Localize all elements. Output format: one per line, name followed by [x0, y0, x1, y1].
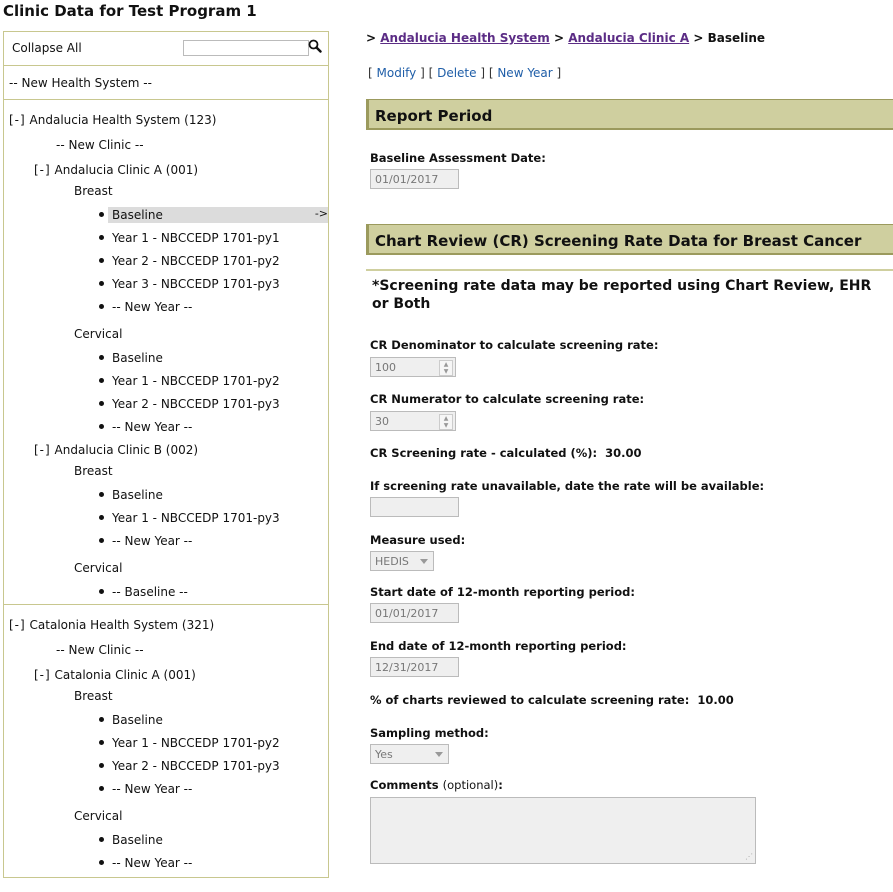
bullet-icon	[99, 401, 104, 406]
sampling-select[interactable]	[370, 744, 449, 764]
tree-item-label[interactable]: Baseline	[112, 351, 163, 365]
delete-link[interactable]: Delete	[437, 66, 477, 80]
tree-item-new-year[interactable]	[99, 781, 192, 797]
tree-item-baseline[interactable]	[99, 487, 163, 503]
tree-item-label[interactable]: Year 3 - NBCCEDP 1701-py3	[112, 277, 280, 291]
clinic-label[interactable]: Catalonia Clinic A (001)	[54, 668, 196, 682]
tree-item-baseline[interactable]	[99, 712, 163, 728]
tree-item-label[interactable]: -- Baseline --	[112, 585, 188, 599]
tree-item-label[interactable]: Baseline	[112, 713, 163, 727]
collapse-toggle[interactable]: [-]	[9, 113, 26, 127]
tree-item-baseline[interactable]	[99, 832, 163, 848]
tree-item-label[interactable]: -- New Year --	[112, 534, 193, 548]
bullet-icon	[99, 837, 104, 842]
comments-label-text: Comments	[370, 778, 439, 792]
tree-item-label[interactable]: Baseline	[112, 208, 163, 222]
comments-textarea[interactable]	[370, 797, 756, 864]
selected-arrow: ->	[314, 207, 328, 220]
breadcrumb-current: Baseline	[707, 31, 766, 45]
start-date-label: Start date of 12-month reporting period:	[370, 585, 635, 599]
comments-colon: :	[498, 778, 503, 792]
health-system-andalucia	[4, 100, 328, 605]
record-actions: [ Modify ] [ Delete ] [ New Year ]	[368, 66, 562, 80]
collapse-all-link[interactable]: Collapse All	[12, 41, 82, 55]
tree-item-label[interactable]: Year 1 - NBCCEDP 1701-py3	[112, 511, 280, 525]
cr-rate-row	[370, 446, 642, 460]
tree-node-catalonia-health-system[interactable]	[9, 617, 214, 633]
tree-node-andalucia-clinic-a[interactable]	[34, 162, 198, 178]
new-health-system-link[interactable]: -- New Health System --	[9, 76, 152, 90]
breadcrumb-clinic-link[interactable]: Andalucia Clinic A	[568, 31, 690, 45]
end-date-field[interactable]: 12/31/2017	[370, 657, 459, 677]
clinic-label[interactable]: Andalucia Clinic B (002)	[54, 443, 199, 457]
unavailable-date-field[interactable]	[370, 497, 459, 517]
bullet-icon	[99, 860, 104, 865]
collapse-toggle[interactable]: [-]	[34, 163, 51, 177]
pct-charts-value: 10.00	[697, 693, 734, 707]
new-health-system-row[interactable]	[4, 66, 328, 100]
tree-item-year[interactable]	[99, 510, 280, 526]
tree-node-catalonia-clinic-a[interactable]	[34, 667, 196, 683]
resize-handle-icon[interactable]: ⋰	[745, 852, 753, 861]
bullet-icon	[99, 258, 104, 263]
tree-item-year[interactable]	[99, 735, 280, 751]
bullet-icon	[99, 281, 104, 286]
tree-item-label[interactable]: Year 2 - NBCCEDP 1701-py3	[112, 759, 280, 773]
bullet-icon	[99, 538, 104, 543]
bullet-icon	[99, 355, 104, 360]
tree-node-andalucia-health-system[interactable]	[9, 112, 216, 128]
stepper-icon[interactable]: ▲ ▼	[439, 414, 453, 430]
bullet-icon	[99, 212, 104, 217]
health-system-label[interactable]: Andalucia Health System (123)	[29, 113, 217, 127]
tree-item-label[interactable]: -- New Year --	[112, 856, 193, 870]
tree-item-label[interactable]: Year 2 - NBCCEDP 1701-py2	[112, 254, 280, 268]
chevron-down-icon	[420, 559, 428, 564]
tree-item-new-year[interactable]	[99, 419, 192, 435]
tree-item-label[interactable]: -- New Year --	[112, 420, 193, 434]
tree-item-baseline[interactable]	[99, 350, 163, 366]
group-label-breast: Breast	[74, 184, 113, 198]
tree-search-input[interactable]	[183, 40, 309, 56]
collapse-toggle[interactable]: [-]	[9, 618, 26, 632]
cr-numerator-label: CR Numerator to calculate screening rate:	[370, 392, 645, 406]
tree-item-year[interactable]	[99, 396, 280, 412]
bullet-icon	[99, 717, 104, 722]
breadcrumb	[366, 31, 765, 45]
group-label-breast: Breast	[74, 464, 113, 478]
bullet-icon	[99, 424, 104, 429]
comments-label	[370, 778, 503, 792]
cr-denominator-value: 100	[375, 361, 396, 374]
chevron-down-icon	[435, 752, 443, 757]
bullet-icon	[99, 740, 104, 745]
tree-item-label[interactable]: Year 1 - NBCCEDP 1701-py1	[112, 231, 280, 245]
baseline-date-field[interactable]: 01/01/2017	[370, 169, 459, 189]
page-title: Clinic Data for Test Program 1	[3, 2, 257, 20]
cr-numerator-input[interactable]	[370, 411, 456, 431]
group-label-cervical: Cervical	[74, 561, 123, 575]
tree-item-new-year[interactable]	[99, 299, 192, 315]
tree-item-label[interactable]: -- New Year --	[112, 300, 193, 314]
tree-item-label[interactable]: Baseline	[112, 488, 163, 502]
collapse-toggle[interactable]: [-]	[34, 668, 51, 682]
clinic-tree-sidebar	[3, 31, 329, 878]
comments-optional: (optional)	[442, 778, 499, 792]
tree-item-label[interactable]: Year 1 - NBCCEDP 1701-py2	[112, 736, 280, 750]
modify-link[interactable]: Modify	[376, 66, 417, 80]
cr-rate-value: 30.00	[605, 446, 642, 460]
tree-item-label[interactable]: Year 2 - NBCCEDP 1701-py3	[112, 397, 280, 411]
sidebar-toolbar	[4, 32, 328, 66]
health-system-catalonia	[4, 605, 328, 875]
sampling-value: Yes	[375, 748, 393, 761]
clinic-label[interactable]: Andalucia Clinic A (001)	[54, 163, 199, 177]
measure-label: Measure used:	[370, 533, 466, 547]
new-clinic-link[interactable]: -- New Clinic --	[56, 138, 144, 152]
tree-item-new-year[interactable]	[99, 533, 192, 549]
tree-item-year[interactable]	[99, 276, 280, 292]
health-system-label[interactable]: Catalonia Health System (321)	[29, 618, 215, 632]
tree-item-label[interactable]: Year 1 - NBCCEDP 1701-py2	[112, 374, 280, 388]
bullet-icon	[99, 235, 104, 240]
bullet-icon	[99, 763, 104, 768]
tree-item-new-baseline[interactable]	[99, 584, 188, 600]
bullet-icon	[99, 304, 104, 309]
group-label-cervical: Cervical	[74, 809, 123, 823]
end-date-label: End date of 12-month reporting period:	[370, 639, 627, 653]
stepper-icon[interactable]: ▲ ▼	[439, 360, 453, 376]
bullet-icon	[99, 589, 104, 594]
tree-item-label[interactable]: Baseline	[112, 833, 163, 847]
start-date-field[interactable]: 01/01/2017	[370, 603, 459, 623]
breadcrumb-separator: >	[553, 31, 565, 45]
section-divider	[366, 269, 893, 271]
search-icon[interactable]	[308, 39, 322, 53]
screening-note: *Screening rate data may be reported using Chart Review, EHR or Both	[372, 278, 872, 312]
bullet-icon	[99, 378, 104, 383]
bullet-icon	[99, 786, 104, 791]
tree-item-new-year[interactable]	[99, 855, 192, 871]
measure-value: HEDIS	[375, 555, 409, 568]
group-label-breast: Breast	[74, 689, 113, 703]
sampling-label: Sampling method:	[370, 726, 489, 740]
unavailable-date-label: If screening rate unavailable, date the rate will be available:	[370, 479, 765, 493]
collapse-toggle[interactable]: [-]	[34, 443, 51, 457]
cr-numerator-value: 30	[375, 415, 389, 428]
cr-rate-label: CR Screening rate - calculated (%):	[370, 446, 598, 460]
breadcrumb-health-system-link[interactable]: Andalucia Health System	[380, 31, 550, 45]
tree-item-label[interactable]: -- New Year --	[112, 782, 193, 796]
breadcrumb-separator: >	[693, 31, 704, 45]
chart-review-heading: Chart Review (CR) Screening Rate Data for Breast Cancer	[366, 224, 893, 255]
pct-charts-label: % of charts reviewed to calculate screening rate:	[370, 693, 690, 707]
new-clinic-link[interactable]: -- New Clinic --	[56, 643, 144, 657]
tree-item-year[interactable]	[99, 230, 280, 246]
tree-item-year[interactable]	[99, 253, 280, 269]
bullet-icon	[99, 515, 104, 520]
breadcrumb-separator: >	[366, 31, 377, 45]
cr-denominator-label: CR Denominator to calculate screening rate:	[370, 338, 659, 352]
cr-denominator-input[interactable]	[370, 357, 456, 377]
group-label-cervical: Cervical	[74, 327, 123, 341]
tree-node-andalucia-clinic-b[interactable]	[34, 442, 198, 458]
new-year-link[interactable]: New Year	[497, 66, 553, 80]
report-period-heading: Report Period	[366, 99, 893, 130]
pct-charts-row	[370, 693, 734, 707]
tree-item-year[interactable]	[99, 758, 280, 774]
measure-select[interactable]	[370, 551, 434, 571]
tree-item-year[interactable]	[99, 373, 280, 389]
tree-item-baseline[interactable]	[99, 207, 163, 223]
bullet-icon	[99, 492, 104, 497]
baseline-date-label: Baseline Assessment Date:	[370, 151, 546, 165]
